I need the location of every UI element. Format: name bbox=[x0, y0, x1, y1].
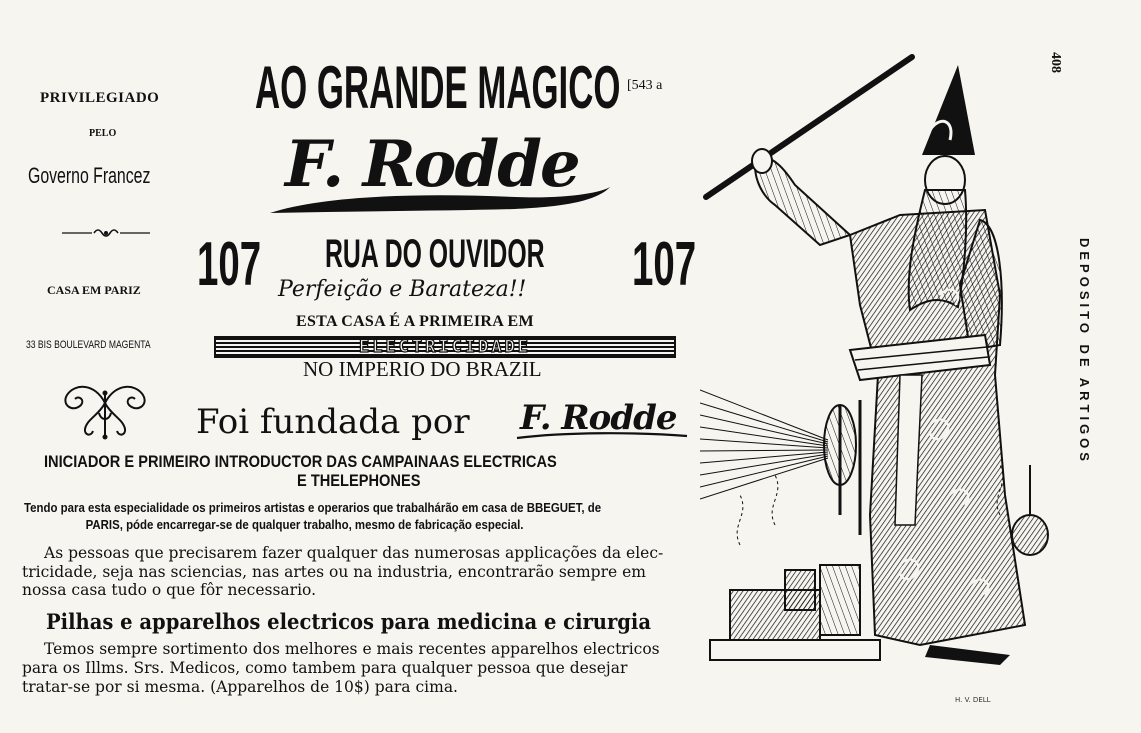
boulevard-address: 33 BIS BOULEVARD MAGENTA bbox=[26, 339, 151, 351]
artist-mark: H. V. DELL bbox=[955, 696, 991, 704]
founder-signature: F. Rodde bbox=[520, 398, 677, 438]
specialty-paragraph bbox=[24, 499, 693, 533]
assortment-paragraph bbox=[22, 640, 692, 697]
page-title: AO GRANDE MAGICO bbox=[255, 54, 621, 121]
applications-line-3: nossa casa tudo o que fôr necessario. bbox=[22, 581, 317, 600]
iniciador-heading: INICIADOR E PRIMEIRO INTRODUCTOR DAS CAMPAINAAS ELECTRICAS bbox=[44, 452, 557, 471]
divider-ornament bbox=[62, 226, 150, 240]
governo-francez-label: Governo Francez bbox=[28, 163, 151, 188]
specialty-line-1: Tendo para esta especialidade os primeiros artistas e operarios que trabalhárão em casa de BBEGUET, de bbox=[24, 500, 602, 515]
street-number-right: 107 bbox=[632, 230, 697, 299]
magic-wand bbox=[706, 57, 912, 197]
signature-flourish bbox=[265, 185, 615, 225]
wizard-hat bbox=[922, 65, 975, 155]
decorative-scroll-ornament bbox=[55, 373, 155, 441]
first-house-text: ESTA CASA É A PRIMEIRA EM bbox=[296, 313, 534, 330]
motto: Perfeição e Barateza!! bbox=[278, 277, 527, 302]
street-number-left: 107 bbox=[197, 230, 262, 299]
imperio-text: NO IMPERIO DO BRAZIL bbox=[303, 357, 542, 381]
page-reference: [543 a bbox=[627, 78, 663, 93]
page-number: 408 bbox=[1048, 52, 1063, 73]
assortment-line-1: Temos sempre sortimento dos melhores e mais recentes apparelhos electricos bbox=[44, 640, 660, 658]
applications-line-1: As pessoas que precisarem fazer qualquer das numerosas applicações da elec- bbox=[44, 544, 664, 562]
light-rays bbox=[700, 390, 828, 499]
specialty-line-2: PARIS, póde encarregar-se de qualquer trabalho, mesmo de fabricação especial. bbox=[85, 517, 524, 532]
telephones-heading: E THELEPHONES bbox=[297, 471, 421, 490]
signature-underline bbox=[515, 430, 690, 442]
electric-jar bbox=[1012, 515, 1048, 555]
founded-by-text: Foi fundada por bbox=[196, 402, 470, 442]
street-name: RUA DO OUVIDOR bbox=[325, 232, 545, 276]
pelo-label: PELO bbox=[89, 128, 117, 139]
assortment-line-3: tratar-se por si mesma. (Apparelhos de 10$) para cima. bbox=[22, 678, 458, 696]
magician-illustration bbox=[700, 45, 1060, 715]
assortment-line-2: para os Illms. Srs. Medicos, como tambem para qualquer pessoa que desejar bbox=[22, 659, 628, 677]
casa-em-pariz-label: CASA EM PARIZ bbox=[47, 283, 141, 297]
medical-devices-heading: Pilhas e apparelhos electricos para medicina e cirurgia bbox=[46, 609, 652, 634]
signature-f-rodde: F. Rodde bbox=[285, 127, 579, 202]
deposito-de-artigos-label: DEPOSITO DE ARTIGOS bbox=[1077, 238, 1092, 465]
electricidade-banner: ELECTRICIDADE bbox=[214, 336, 676, 358]
privilegiado-label: PRIVILEGIADO bbox=[40, 90, 160, 106]
applications-line-2: tricidade, seja nas sciencias, nas artes ou na industria, encontrarão sempre em bbox=[22, 562, 646, 581]
applications-paragraph bbox=[22, 544, 692, 600]
